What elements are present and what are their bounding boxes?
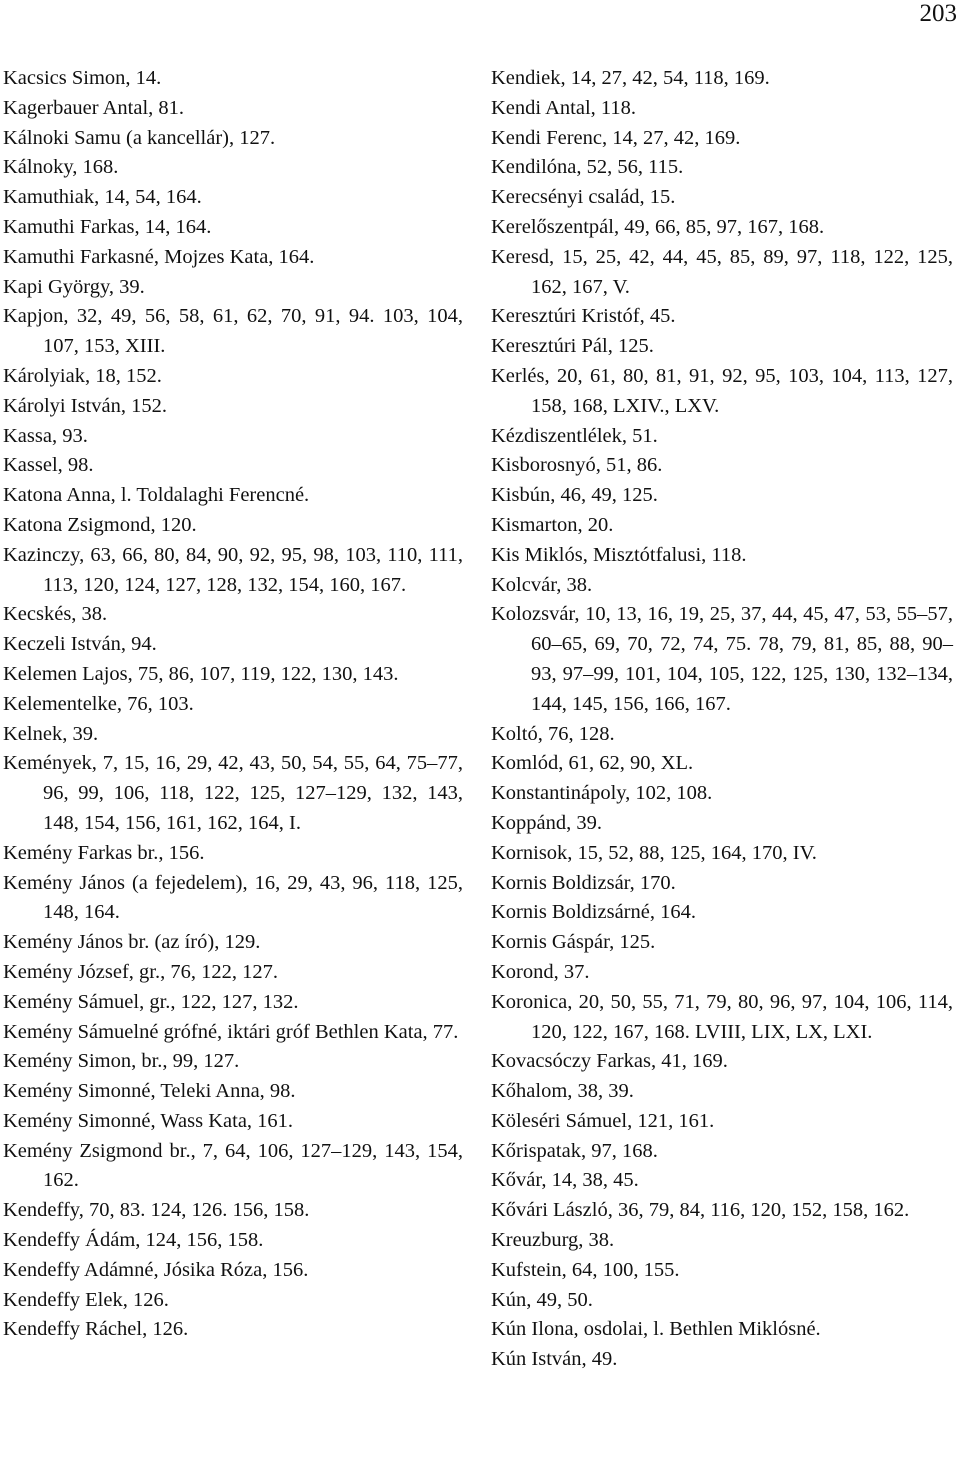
index-entry: Kendeffy Adámné, Jósika Róza, 156. bbox=[3, 1258, 309, 1281]
index-entry: Kún István, 49. bbox=[491, 1348, 618, 1371]
index-entry: Koppánd, 39. bbox=[491, 811, 603, 834]
index-entry: Kővári László, 36, 79, 84, 116, 120, 152, 158, 162. bbox=[491, 1199, 910, 1222]
index-entry: Kovacsóczy Farkas, 41, 169. bbox=[491, 1050, 728, 1073]
index-entry: Kerecsényi család, 15. bbox=[491, 186, 676, 209]
index-entry: Kemény Sámuel, gr., 122, 127, 132. bbox=[3, 990, 299, 1013]
index-entry: Kendi Antal, 118. bbox=[491, 96, 637, 119]
index-entry: Kisbún, 46, 49, 125. bbox=[491, 484, 658, 507]
index-entry: Kisborosnyó, 51, 86. bbox=[491, 454, 663, 477]
index-column-left bbox=[3, 64, 463, 1345]
index-entry: Kecskés, 38. bbox=[3, 603, 108, 626]
index-entry: Kőrispatak, 97, 168. bbox=[491, 1139, 658, 1162]
index-entry: Köleséri Sámuel, 121, 161. bbox=[491, 1109, 715, 1132]
index-entry: Kővár, 14, 38, 45. bbox=[491, 1169, 639, 1192]
index-entry: Kemények, 7, 15, 16, 29, 42, 43, 50, 54, 55, 64, 75–77, 96, 99, 106, 118, 122, 125, 127–129, 132, 143, 148, 154, 156, 161, 162, 164, I. bbox=[3, 752, 463, 834]
index-entry: Kendiek, 14, 27, 42, 54, 118, 169. bbox=[491, 67, 770, 89]
index-entry: Kazinczy, 63, 66, 80, 84, 90, 92, 95, 98, 103, 110, 111, 113, 120, 124, 127, 128, 132, 154, 160, 167. bbox=[3, 543, 463, 596]
index-entry: Kornis Boldizsárné, 164. bbox=[491, 901, 696, 924]
index-entry: Kapjon, 32, 49, 56, 58, 61, 62, 70, 91, 94. 103, 104, 107, 153, XIII. bbox=[3, 305, 463, 358]
index-entry: Kamuthiak, 14, 54, 164. bbox=[3, 186, 202, 209]
index-entry: Kőhalom, 38, 39. bbox=[491, 1080, 634, 1103]
index-entry: Keresztúri Kristóf, 45. bbox=[491, 305, 676, 328]
index-entry: Kún Ilona, osdolai, l. Bethlen Miklósné. bbox=[491, 1318, 821, 1341]
index-entry: Kerelőszentpál, 49, 66, 85, 97, 167, 168. bbox=[491, 215, 825, 238]
index-entry: Koltó, 76, 128. bbox=[491, 722, 615, 745]
index-entry: Kálnoky, 168. bbox=[3, 156, 119, 179]
index-entry: Kagerbauer Antal, 81. bbox=[3, 96, 185, 119]
index-entry: Kamuthi Farkas, 14, 164. bbox=[3, 215, 212, 238]
index-entry: Kacsics Simon, 14. bbox=[3, 67, 162, 89]
index-entry: Kendeffy Elek, 126. bbox=[3, 1288, 169, 1311]
index-entry: Kufstein, 64, 100, 155. bbox=[491, 1258, 680, 1281]
index-entry: Kismarton, 20. bbox=[491, 513, 614, 536]
index-entry: Kolcvár, 38. bbox=[491, 573, 593, 596]
index-entry: Keresztúri Pál, 125. bbox=[491, 335, 654, 358]
index-entry: Károlyiak, 18, 152. bbox=[3, 364, 162, 387]
index-entry: Kún, 49, 50. bbox=[491, 1288, 593, 1311]
index-entry: Kis Miklós, Misztótfalusi, 118. bbox=[491, 543, 747, 566]
index-entry: Kendeffy Ráchel, 126. bbox=[3, 1318, 189, 1341]
index-entry: Kassel, 98. bbox=[3, 454, 94, 477]
index-entry: Kendilóna, 52, 56, 115. bbox=[491, 156, 684, 179]
index-entry: Katona Zsigmond, 120. bbox=[3, 513, 197, 536]
index-entry: Kassa, 93. bbox=[3, 424, 88, 447]
index-entry: Kornis Boldizsár, 170. bbox=[491, 871, 676, 894]
index-entry: Kendeffy Ádám, 124, 156, 158. bbox=[3, 1229, 264, 1252]
index-entry: Korond, 37. bbox=[491, 960, 590, 983]
index-entry: Kendi Ferenc, 14, 27, 42, 169. bbox=[491, 126, 741, 149]
index-entry: Kelementelke, 76, 103. bbox=[3, 692, 194, 715]
index-entry: Kemény József, gr., 76, 122, 127. bbox=[3, 960, 278, 983]
index-entry: Kemény Zsigmond br., 7, 64, 106, 127–129, 143, 154, 162. bbox=[3, 1139, 463, 1192]
index-entry: Kornis Gáspár, 125. bbox=[491, 931, 656, 954]
index-entry: Kornisok, 15, 52, 88, 125, 164, 170, IV. bbox=[491, 841, 817, 864]
index-entry: Kemény János br. (az író), 129. bbox=[3, 931, 261, 954]
index-entry: Kelemen Lajos, 75, 86, 107, 119, 122, 130, 143. bbox=[3, 662, 399, 685]
index-entry: Kemény Farkas br., 156. bbox=[3, 841, 205, 864]
index-entry: Kemény Sámuelné grófné, iktári gróf Bethlen Kata, 77. bbox=[3, 1020, 459, 1043]
index-entry: Kézdiszentlélek, 51. bbox=[491, 424, 658, 447]
index-entry: Kerlés, 20, 61, 80, 81, 91, 92, 95, 103, 104, 113, 127, 158, 168, LXIV., LXV. bbox=[491, 364, 953, 417]
index-entry: Koronica, 20, 50, 55, 71, 79, 80, 96, 97, 104, 106, 114, 120, 122, 167, 168. LVIII, LIX, LX, LXI. bbox=[491, 990, 953, 1043]
index-column-right bbox=[491, 64, 953, 1375]
index-entry: Konstantinápoly, 102, 108. bbox=[491, 782, 713, 805]
index-entry: Komlód, 61, 62, 90, XL. bbox=[491, 752, 694, 775]
index-entry: Kemény Simonné, Wass Kata, 161. bbox=[3, 1109, 294, 1132]
page-number: 203 bbox=[919, 0, 957, 27]
index-entry: Kendeffy, 70, 83. 124, 126. 156, 158. bbox=[3, 1199, 310, 1222]
index-entry: Kapi György, 39. bbox=[3, 275, 145, 298]
index-entry: Kemény János (a fejedelem), 16, 29, 43, 96, 118, 125, 148, 164. bbox=[3, 871, 463, 924]
index-entry: Kemény Simon, br., 99, 127. bbox=[3, 1050, 240, 1073]
index-entry: Kreuzburg, 38. bbox=[491, 1229, 615, 1252]
index-entry: Kelnek, 39. bbox=[3, 722, 99, 745]
index-entry: Keresd, 15, 25, 42, 44, 45, 85, 89, 97, 118, 122, 125, 162, 167, V. bbox=[491, 245, 953, 298]
index-entry: Katona Anna, l. Toldalaghi Ferencné. bbox=[3, 484, 310, 507]
index-entry: Kemény Simonné, Teleki Anna, 98. bbox=[3, 1080, 296, 1103]
index-entry: Kolozsvár, 10, 13, 16, 19, 25, 37, 44, 45, 47, 53, 55–57, 60–65, 69, 70, 72, 74, 75. 78, 79, 81, 85, 88, 90–93, 97–99, 101, 104, 105, 122, 125, 130, 132–134, 144, 145, 156, 166, 167. bbox=[491, 603, 953, 715]
index-entry: Kálnoki Samu (a kancellár), 127. bbox=[3, 126, 276, 149]
index-entry: Károlyi István, 152. bbox=[3, 394, 167, 417]
index-entry: Kamuthi Farkasné, Mojzes Kata, 164. bbox=[3, 245, 315, 268]
index-entry: Keczeli István, 94. bbox=[3, 633, 157, 656]
